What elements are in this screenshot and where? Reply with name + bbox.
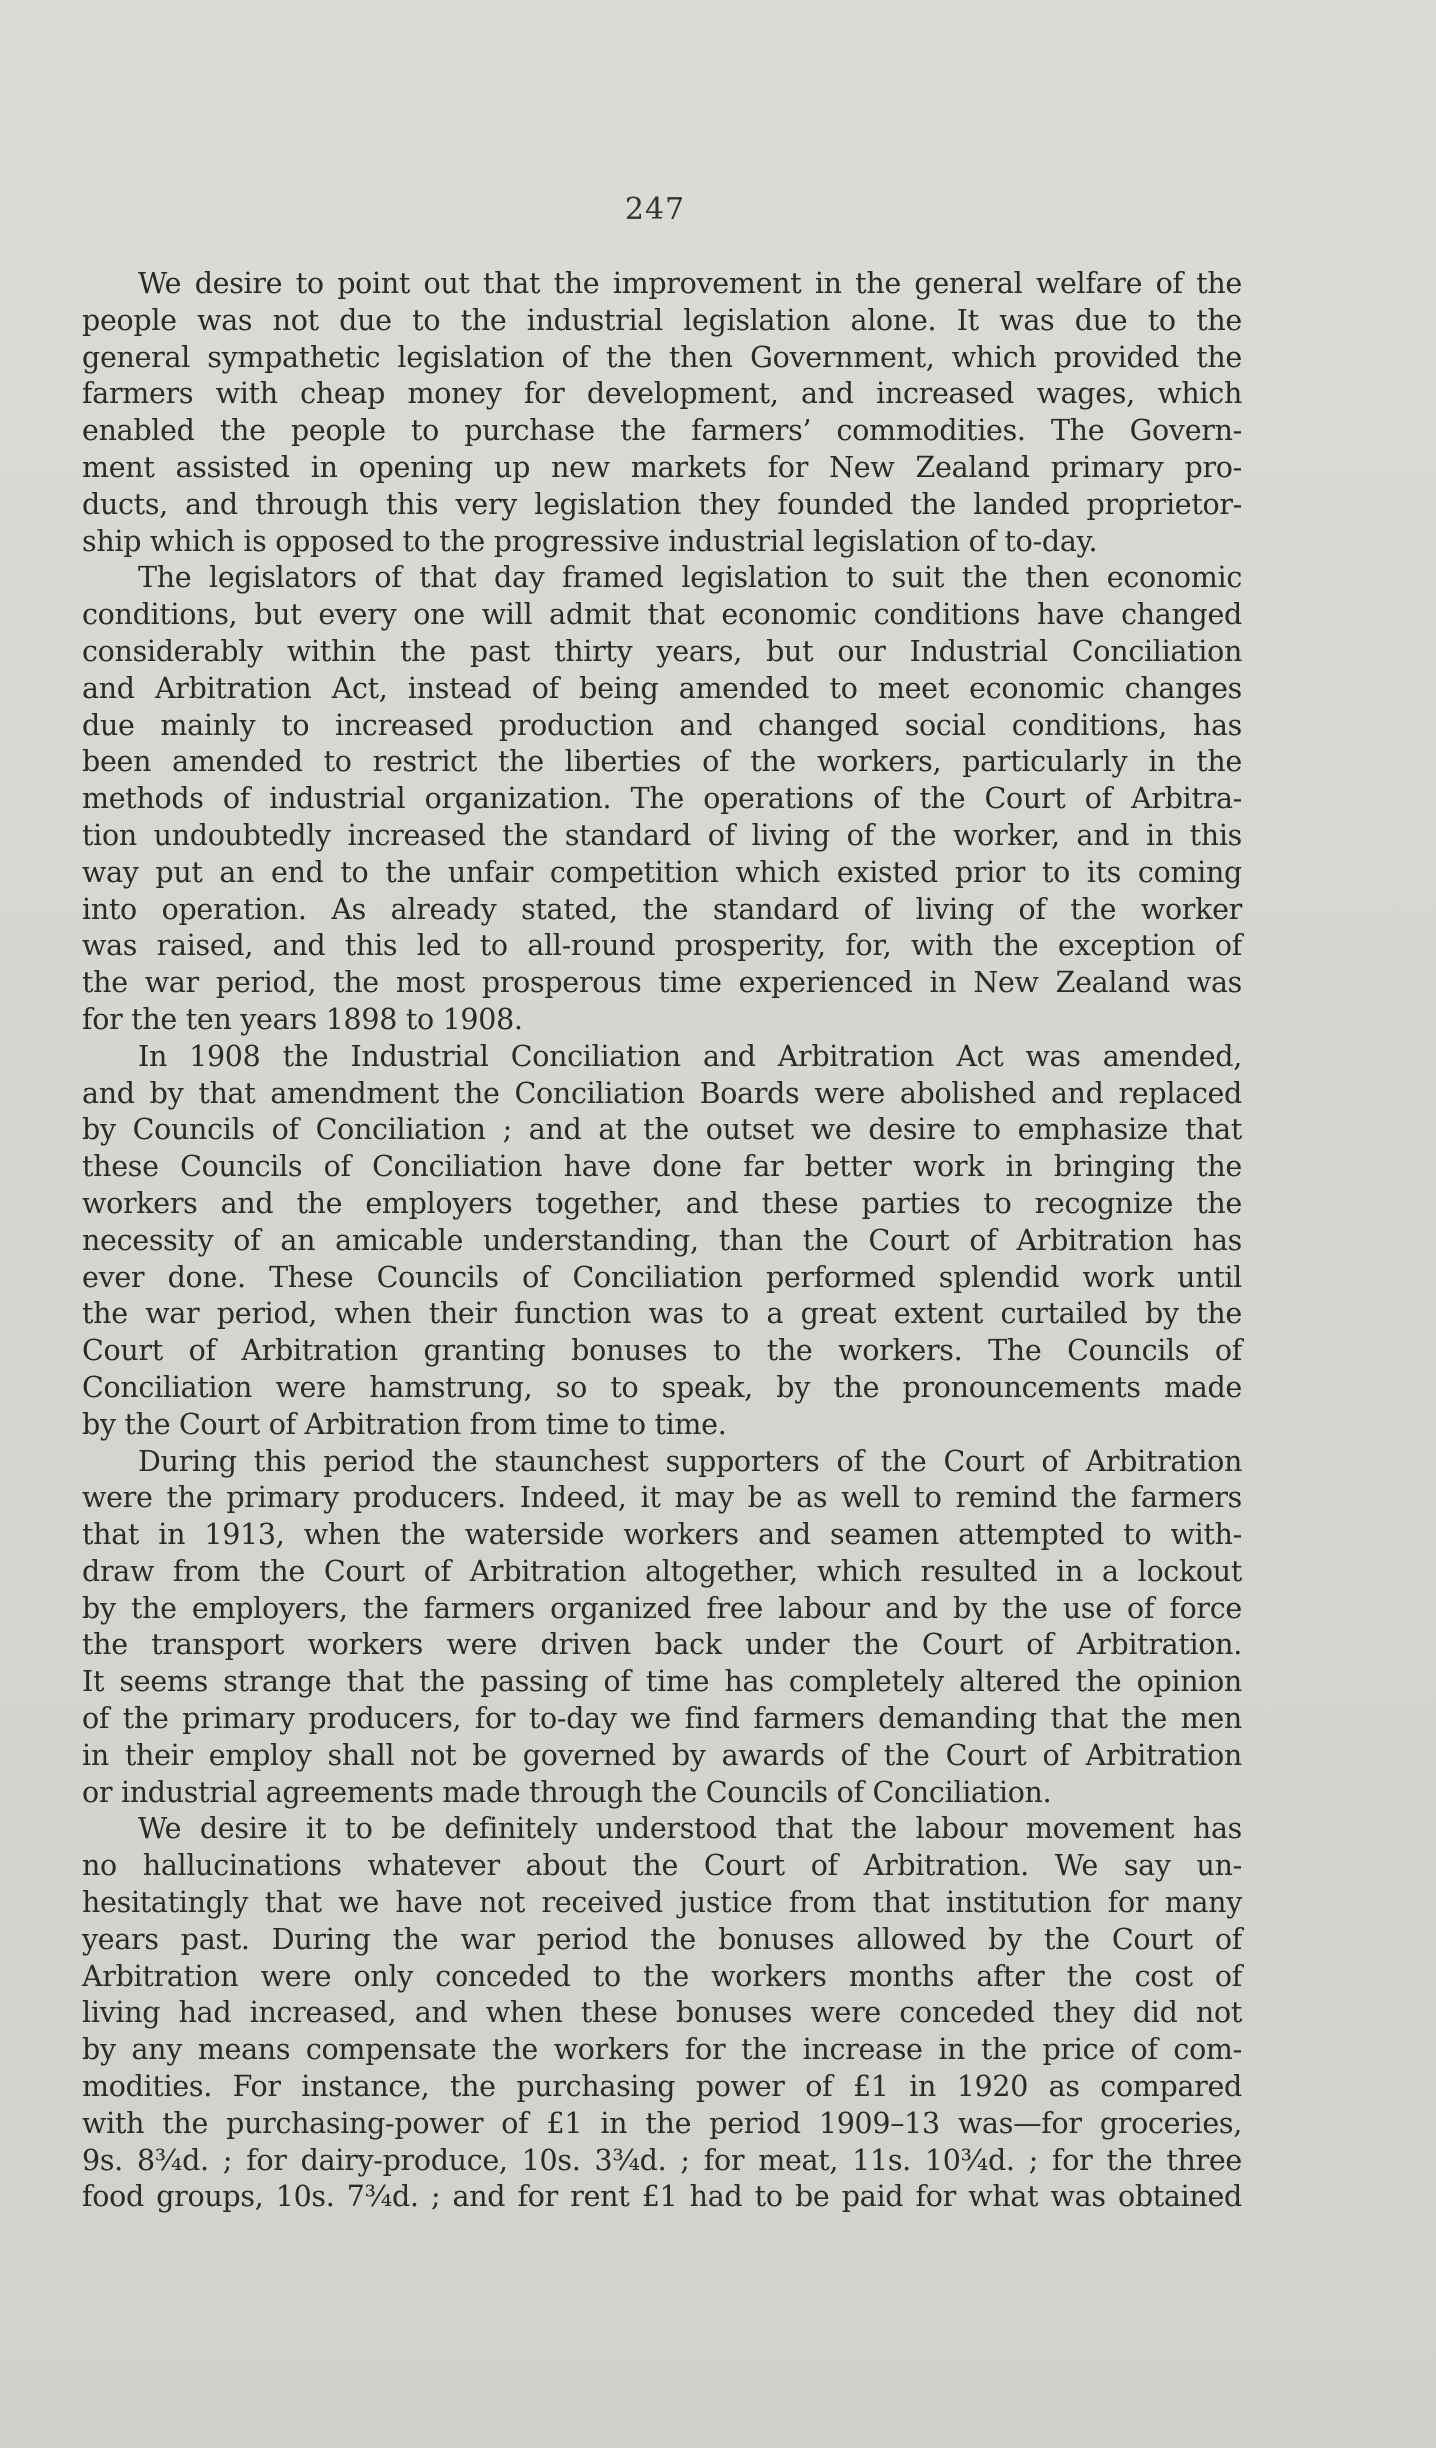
text-line: We desire to point out that the improvement in the general welfare of the — [138, 267, 1242, 300]
text-line: draw from the Court of Arbitration altogether, which resulted in a lockout — [82, 1554, 1242, 1588]
text-line: of the primary producers, for to-day we find farmers demanding that the men — [82, 1702, 1242, 1736]
text-line: or industrial agreements made through the Councils of Conciliation. — [82, 1775, 1052, 1809]
paragraph — [82, 1039, 1242, 1444]
text-line: no hallucinations whatever about the Court of Arbitration. We say un- — [82, 1849, 1242, 1883]
text-line: conditions, but every one will admit that economic conditions have changed — [82, 598, 1242, 632]
text-line: were the primary producers. Indeed, it may be as well to remind the farmers — [82, 1481, 1242, 1515]
text-line: ever done. These Councils of Conciliation performed splendid work until — [82, 1260, 1242, 1294]
text-line: ducts, and through this very legislation they founded the landed proprietor- — [82, 487, 1242, 521]
text-line: these Councils of Conciliation have done far better work in bringing the — [82, 1150, 1242, 1184]
text-line: tion undoubtedly increased the standard of living of the worker, and in this — [82, 818, 1242, 852]
text-line: modities. For instance, the purchasing power of £1 in 1920 as compared — [82, 2070, 1242, 2104]
text-line: necessity of an amicable understanding, than the Court of Arbitration has — [82, 1223, 1242, 1257]
text-line: the transport workers were driven back under the Court of Arbitration. — [82, 1628, 1242, 1662]
text-line: people was not due to the industrial legislation alone. It was due to the — [82, 303, 1242, 337]
text-line: Court of Arbitration granting bonuses to the workers. The Councils of — [82, 1334, 1242, 1368]
text-line: Conciliation were hamstrung, so to speak, by the pronouncements made — [82, 1370, 1242, 1404]
text-line: way put an end to the unfair competition which existed prior to its coming — [82, 855, 1242, 889]
text-line: by any means compensate the workers for the increase in the price of com- — [82, 2033, 1242, 2067]
paragraph — [82, 1444, 1242, 1812]
text-line: 9s. 8¾d. ; for dairy-produce, 10s. 3¾d. ; for meat, 11s. 10¾d. ; for the three — [82, 2143, 1242, 2177]
text-line: into operation. As already stated, the standard of living of the worker — [82, 892, 1242, 926]
text-line: food groups, 10s. 7¾d. ; and for rent £1 had to be paid for what was obtained — [82, 2180, 1242, 2214]
text-line: ment assisted in opening up new markets for New Zealand primary pro- — [82, 450, 1242, 484]
text-line: workers and the employers together, and these parties to recognize the — [82, 1186, 1242, 1220]
text-line: and by that amendment the Conciliation Boards were abolished and replaced — [82, 1076, 1242, 1110]
text-line: general sympathetic legislation of the then Government, which provided the — [82, 340, 1242, 374]
text-line: by the employers, the farmers organized free labour and by the use of force — [82, 1591, 1242, 1625]
text-line: ship which is opposed to the progressive industrial legislation of to-day. — [82, 524, 1098, 558]
text-line: farmers with cheap money for development, and increased wages, which — [82, 377, 1242, 411]
text-line: by Councils of Conciliation ; and at the outset we desire to emphasize that — [82, 1113, 1242, 1147]
text-line: living had increased, and when these bonuses were conceded they did not — [82, 1996, 1242, 2030]
body-text — [82, 266, 1242, 2216]
text-line: Arbitration were only conceded to the workers months after the cost of — [82, 1959, 1242, 1993]
text-line: We desire it to be definitely understood that the labour movement has — [138, 1812, 1242, 1846]
page-number: 247 — [624, 192, 686, 227]
text-line: was raised, and this led to all-round prosperity, for, with the exception of — [82, 929, 1242, 963]
paragraph — [82, 266, 1242, 560]
text-line: In 1908 the Industrial Conciliation and Arbitration Act was amended, — [138, 1039, 1242, 1073]
text-line: enabled the people to purchase the farmers’ commodities. The Govern- — [82, 414, 1242, 448]
text-line: in their employ shall not be governed by awards of the Court of Arbitration — [82, 1738, 1242, 1772]
text-line: with the purchasing-power of £1 in the period 1909–13 was—for groceries, — [82, 2106, 1242, 2140]
text-line: the war period, when their function was to a great extent curtailed by the — [82, 1297, 1242, 1331]
text-line: by the Court of Arbitration from time to time. — [82, 1407, 727, 1441]
text-line: due mainly to increased production and changed social conditions, has — [82, 708, 1242, 742]
text-line: It seems strange that the passing of time has completely altered the opinion — [82, 1665, 1242, 1699]
text-line: the war period, the most prosperous time experienced in New Zealand was — [82, 966, 1242, 1000]
text-line: years past. During the war period the bonuses allowed by the Court of — [82, 1922, 1242, 1956]
text-line: hesitatingly that we have not received justice from that institution for many — [82, 1886, 1242, 1920]
text-line: The legislators of that day framed legislation to suit the then economic — [138, 561, 1242, 595]
text-line: methods of industrial organization. The operations of the Court of Arbitra- — [82, 782, 1242, 816]
paragraph — [82, 1811, 1242, 2216]
text-line: for the ten years 1898 to 1908. — [82, 1002, 523, 1036]
text-line: and Arbitration Act, instead of being amended to meet economic changes — [82, 671, 1242, 705]
text-line: that in 1913, when the waterside workers and seamen attempted to with- — [82, 1518, 1242, 1552]
text-line: considerably within the past thirty years, but our Industrial Conciliation — [82, 634, 1242, 668]
text-line: During this period the staunchest supporters of the Court of Arbitration — [138, 1444, 1242, 1478]
paragraph — [82, 560, 1242, 1038]
text-line: been amended to restrict the liberties of the workers, particularly in the — [82, 745, 1242, 779]
